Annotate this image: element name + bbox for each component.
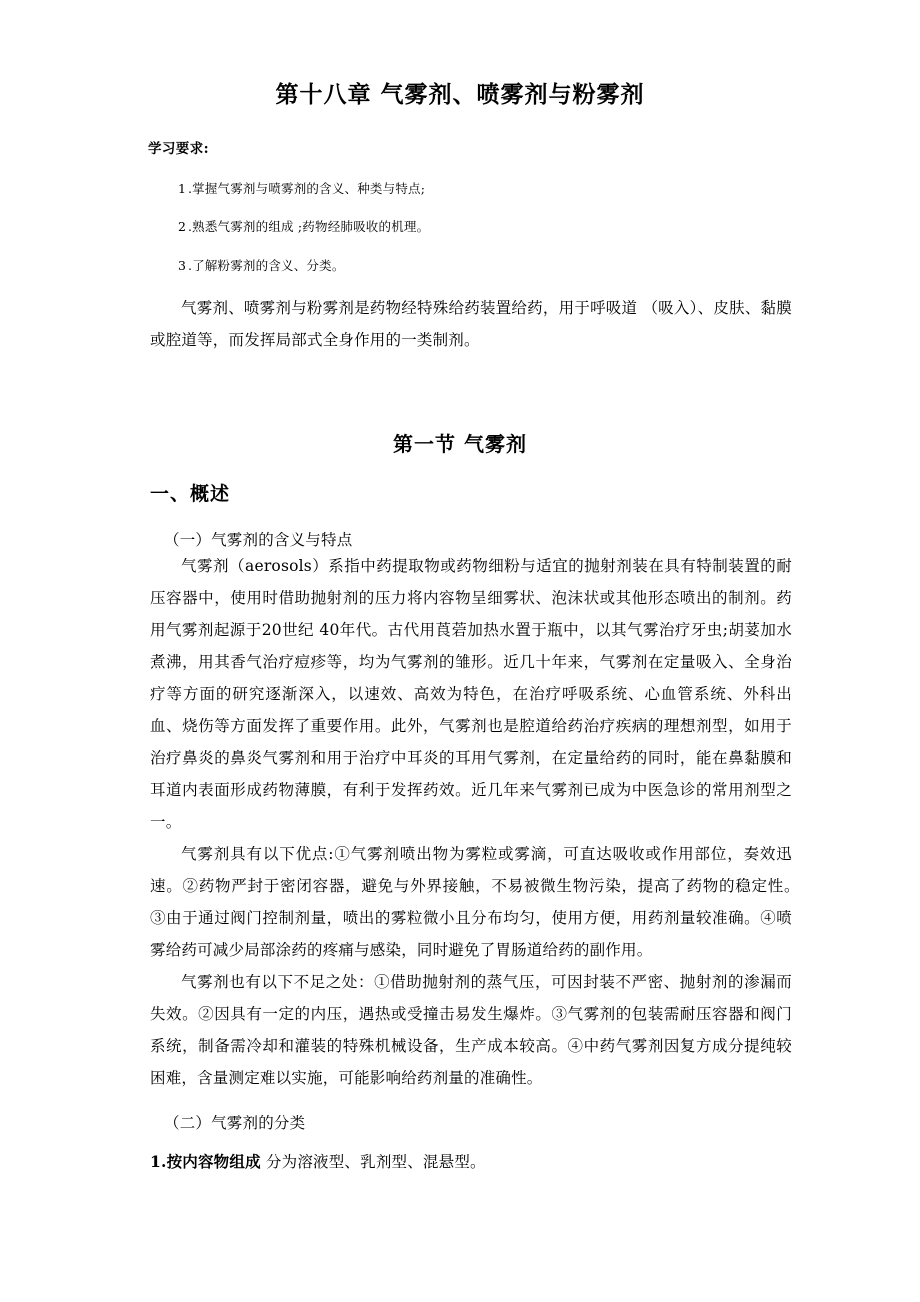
- chapter-title: 第十八章 气雾剂、喷雾剂与粉雾剂: [275, 81, 645, 108]
- definition-paragraph: 气雾剂（aerosols）系指中药提取物或药物细粉与适宜的抛射剂装在具有特制装置的耐压容器中，使用时借助抛射剂的压力将内容物呈细雾状、泡沫状或其他形态喷出的制剂。药用气雾剂起源于20世纪 40年代。古代用莨菪加热水置于瓶中，以其气雾治疗牙虫;胡荽加水 煮沸，用其香气治疗痘疹等，均为气雾剂的雏形。近几十年来，气雾剂在定量吸入、全身治 疗等方面的研究逐渐深入，以速效、高效为特色，在治疗呼吸系统、心血管系统、外科出血、烧伤等方面发挥了重要作用。此外，气雾剂也是腔道给药治疗疾病的理想剂型，如用于治疗鼻炎的鼻炎气雾剂和用于治疗中耳炎的耳用气雾剂，在定量给药的同时，能在鼻黏膜和耳道内表面形成药物薄膜，有利于发挥药效。近几年来气雾剂已成为中医急诊的常用剂型之一。: [150, 557, 792, 832]
- list-item: [0, 218, 920, 236]
- section-title: 第一节 气雾剂: [393, 432, 527, 457]
- disadvantages-paragraph: 气雾剂也有以下不足之处：①借助抛射剂的蒸气压，可因封装不严密、抛射剂的渗漏而失效。②因具有一定的内压，遇热或受撞击易发生爆炸。③气雾剂的包装需耐压容器和阀门系统，制备需冷却和灌装的特殊机械设备，生产成本较高。④中药气雾剂因复方成分提纯较困难，含量测定难以实施，可能影响给药剂量的准确性。: [150, 973, 792, 1088]
- requirement-number: 1: [178, 180, 188, 196]
- classification-item-text: 分为溶液型、乳剂型、混悬型。: [260, 1153, 486, 1172]
- requirement-number: 2: [178, 219, 188, 235]
- classification-item-label: 1.按内容物组成: [150, 1152, 261, 1172]
- requirement-number: 3: [178, 257, 188, 273]
- requirement-text: .熟悉气雾剂的组成 ;药物经肺吸收的机理。: [187, 219, 430, 235]
- definition-heading: （一）气雾剂的含义与特点: [164, 531, 353, 550]
- requirement-text: .了解粉雾剂的含义、分类。: [187, 257, 345, 273]
- list-item: [0, 180, 920, 198]
- requirement-text: .掌握气雾剂与喷雾剂的含义、种类与特点;: [187, 180, 426, 196]
- intro-paragraph: 气雾剂、喷雾剂与粉雾剂是药物经特殊给药装置给药，用于呼吸道 （吸入）、皮肤、黏膜或腔道等，而发挥局部式全身作用的一类制剂。: [150, 299, 792, 350]
- classification-heading: （二）气雾剂的分类: [164, 1114, 306, 1133]
- subsection-title-overview: 一、概述: [150, 483, 231, 506]
- list-item: [0, 257, 920, 275]
- study-requirements-label: 学习要求:: [148, 140, 209, 157]
- advantages-paragraph: 气雾剂具有以下优点:①气雾剂喷出物为雾粒或雾滴，可直达吸收或作用部位，奏效迅速。②药物严封于密闭容器，避免与外界接触，不易被微生物污染，提高了药物的稳定性。 ③由于通过阀门控制剂量，喷出的雾粒微小且分布均匀，使用方便，用药剂量较准确。④喷雾给药可减少局部涂药的疼痛与感染，同时避免了胃肠道给药的副作用。: [150, 845, 808, 960]
- classification-item: [0, 1133, 920, 1172]
- study-requirements-list: [0, 180, 920, 275]
